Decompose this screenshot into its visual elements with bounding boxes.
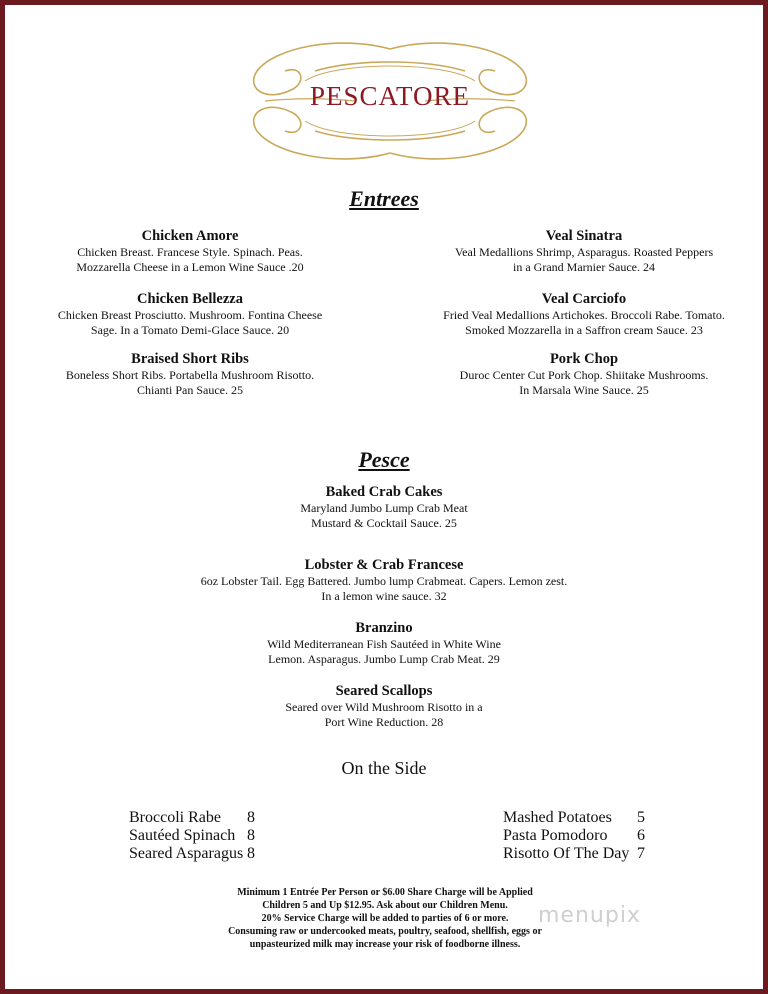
entrees-heading: Entrees — [349, 186, 419, 211]
sides-left-list — [129, 809, 255, 863]
item-name: Braised Short Ribs — [131, 351, 249, 367]
watermark: menupix — [538, 903, 641, 928]
item-desc: Boneless Short Ribs. Portabella Mushroom Risotto. — [65, 368, 315, 382]
item-desc: Chicken Breast. Francese Style. Spinach. Peas. — [77, 245, 303, 259]
item-desc: Duroc Center Cut Pork Chop. Shiitake Mushrooms. — [459, 368, 709, 382]
menu-item — [419, 227, 749, 275]
item-name: Pork Chop — [549, 351, 619, 367]
side-price: 6 — [637, 827, 645, 844]
item-desc: in a Grand Marnier Sauce. 24 — [513, 260, 655, 274]
menu-item — [184, 483, 584, 531]
item-name: Chicken Bellezza — [137, 291, 243, 307]
item-desc: Chianti Pan Sauce. 25 — [137, 383, 243, 397]
item-name: Branzino — [355, 620, 413, 636]
side-price: 7 — [637, 845, 645, 862]
item-name: Baked Crab Cakes — [325, 484, 443, 500]
side-name: Risotto Of The Day — [503, 845, 630, 862]
item-desc: Veal Medallions Shrimp, Asparagus. Roasted Peppers — [454, 245, 714, 259]
menu-item — [184, 556, 584, 604]
item-desc: Fried Veal Medallions Artichokes. Broccoli Rabe. Tomato. — [443, 308, 725, 322]
item-name: Seared Scallops — [335, 683, 433, 699]
item-desc: Port Wine Reduction. 28 — [324, 715, 444, 729]
item-name: Lobster & Crab Francese — [304, 557, 464, 573]
item-desc: Mustard & Cocktail Sauce. 25 — [311, 516, 457, 530]
side-price: 5 — [637, 809, 645, 826]
side-name: Mashed Potatoes — [503, 809, 612, 826]
menu-item — [25, 290, 355, 338]
note-line: Consuming raw or undercooked meats, poultry, seafood, shellfish, eggs or — [228, 926, 542, 937]
side-price: 8 — [247, 809, 255, 826]
item-desc: Maryland Jumbo Lump Crab Meat — [300, 501, 468, 515]
side-item — [129, 827, 255, 845]
menu-item — [184, 619, 584, 667]
side-name: Seared Asparagus — [129, 845, 244, 862]
side-item — [129, 809, 255, 827]
menu-item — [419, 350, 749, 398]
side-name: Broccoli Rabe — [129, 809, 221, 826]
item-desc: Seared over Wild Mushroom Risotto in a — [285, 700, 483, 714]
item-desc: Sage. In a Tomato Demi-Glace Sauce. 20 — [90, 323, 290, 337]
item-desc: In Marsala Wine Sauce. 25 — [519, 383, 649, 397]
side-name: Pasta Pomodoro — [503, 827, 608, 844]
note-line: Minimum 1 Entrée Per Person or $6.00 Share Charge will be Applied — [237, 887, 533, 898]
side-item — [129, 845, 255, 863]
item-desc: Chicken Breast Prosciutto. Mushroom. Fontina Cheese — [57, 308, 323, 322]
side-price: 8 — [247, 827, 255, 844]
menu-item — [25, 227, 355, 275]
menu-item — [184, 682, 584, 730]
item-desc: Mozzarella Cheese in a Lemon Wine Sauce .20 — [76, 260, 304, 274]
item-desc: Lemon. Asparagus. Jumbo Lump Crab Meat. 29 — [268, 652, 500, 666]
sides-right-list — [503, 809, 645, 863]
menu-item — [25, 350, 355, 398]
item-name: Chicken Amore — [141, 228, 239, 244]
note-line: unpasteurized milk may increase your risk of foodborne illness. — [249, 939, 521, 950]
side-item — [503, 827, 645, 845]
side-item — [503, 809, 645, 827]
restaurant-name: PESCATORE — [309, 81, 471, 111]
sides-heading: On the Side — [341, 758, 427, 778]
item-desc: Wild Mediterranean Fish Sautéed in White Wine — [267, 637, 501, 651]
side-price: 8 — [247, 845, 255, 862]
item-name: Veal Sinatra — [545, 228, 623, 244]
restaurant-logo — [245, 41, 535, 161]
side-item — [503, 845, 645, 863]
item-desc: 6oz Lobster Tail. Egg Battered. Jumbo lump Crabmeat. Capers. Lemon zest. — [200, 574, 568, 588]
note-line: Children 5 and Up $12.95. Ask about our Children Menu. — [262, 900, 508, 911]
item-name: Veal Carciofo — [541, 291, 627, 307]
side-name: Sautéed Spinach — [129, 827, 236, 844]
pesce-heading: Pesce — [358, 447, 410, 472]
item-desc: In a lemon wine sauce. 32 — [321, 589, 447, 603]
item-desc: Smoked Mozzarella in a Saffron cream Sauce. 23 — [465, 323, 703, 337]
note-line: 20% Service Charge will be added to parties of 6 or more. — [261, 913, 509, 924]
menu-item — [419, 290, 749, 338]
